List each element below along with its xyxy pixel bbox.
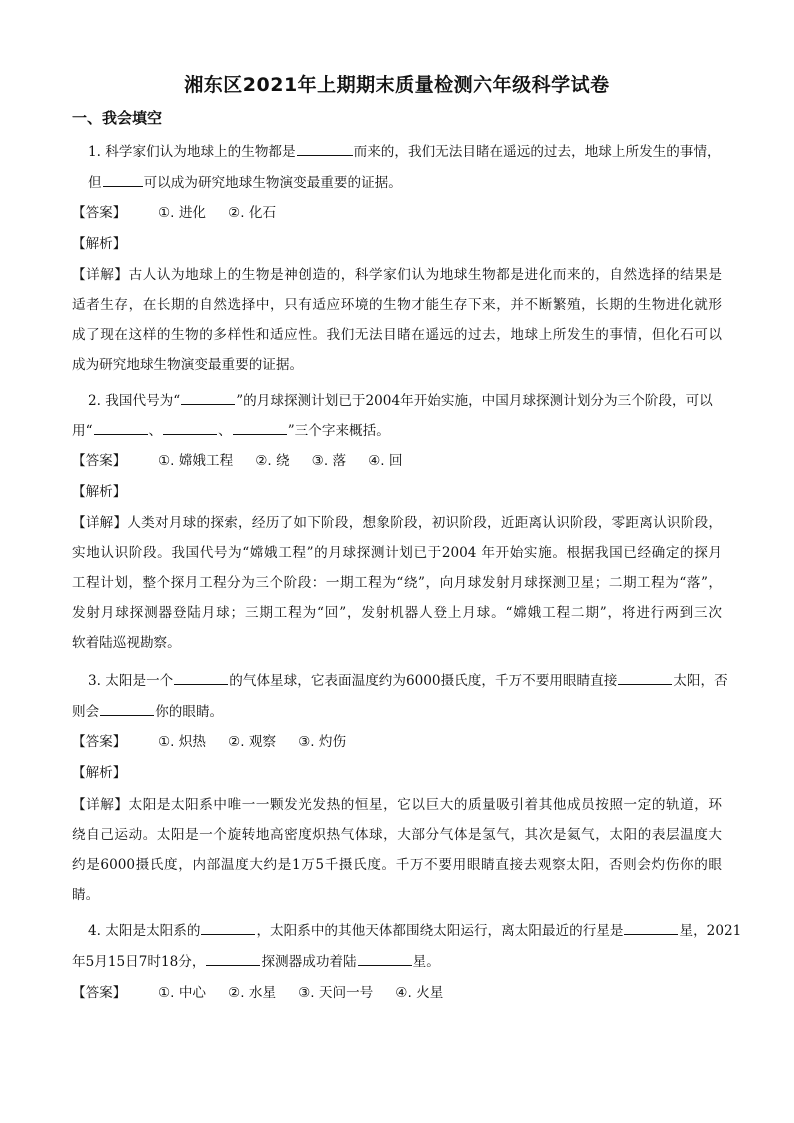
question-2-line-2 — [72, 420, 722, 441]
separator: 、 — [218, 423, 232, 439]
q3-text: 太阳，否 — [673, 673, 728, 689]
answer-item: ③. 天问一号 — [298, 985, 374, 1001]
answer-blank — [163, 420, 217, 435]
answer-item: ①. 进化 — [158, 205, 207, 221]
detail-text: 人类对月球的探索，经历了如下阶段，想象阶段，初识阶段，近距离认识阶段，零距离认识阶段， — [127, 515, 723, 531]
q1-text: 但 — [88, 175, 102, 191]
question-2-line-1 — [88, 390, 738, 411]
answer-blank — [206, 951, 260, 966]
section-heading: 一、我会填空 — [72, 109, 163, 127]
detail-2-line-1 — [72, 513, 722, 533]
question-4-line-1 — [88, 920, 742, 941]
q4-text: 4. 太阳是太阳系的 — [88, 923, 201, 939]
detail-1-line-3: 成了现在这样的生物的多样性和适应性。我们无法目睹在遥远的过去，地球上所发生的事情，但化石可以 — [72, 327, 722, 343]
answer-label: 【答案】 — [72, 453, 127, 469]
detail-1-line-4: 成为研究地球生物演变最重要的证据。 — [72, 357, 304, 373]
q3-text: 3. 太阳是一个 — [88, 673, 174, 689]
analysis-label-3 — [72, 763, 722, 783]
analysis-label: 【解析】 — [72, 484, 127, 500]
answer-item: ②. 化石 — [228, 205, 277, 221]
answer-blank — [100, 701, 154, 716]
q2-text: 2. 我国代号为“ — [88, 393, 181, 409]
answer-item: ①. 中心 — [158, 985, 207, 1001]
separator: 、 — [148, 423, 163, 439]
question-4-line-2 — [72, 951, 722, 972]
answer-item: ④. 回 — [368, 453, 403, 469]
answer-blank — [297, 141, 353, 156]
answer-blank — [624, 920, 678, 935]
question-3-line-2 — [72, 701, 722, 722]
answer-blank — [618, 670, 672, 685]
question-1-line-1 — [88, 141, 738, 162]
answer-blank — [201, 920, 255, 935]
answer-blank — [174, 670, 228, 685]
q2-text: ”三个字来概括。 — [287, 423, 390, 439]
detail-label: 【详解】 — [72, 267, 129, 283]
q1-text: 而来的，我们无法目睹在遥远的过去，地球上所发生的事情， — [353, 144, 721, 160]
page-title: 湘东区2021年上期期末质量检测六年级科学试卷 — [184, 74, 610, 96]
answer-item: ②. 绕 — [255, 453, 290, 469]
q4-text: 星。 — [412, 954, 440, 970]
answer-row-1 — [72, 203, 722, 223]
detail-label: 【详解】 — [72, 797, 129, 813]
detail-3-line-4: 睛。 — [72, 887, 100, 903]
detail-2-line-4: 发射月球探测器登陆月球；三期工程为“回”，发射机器人登上月球。“嫦娥工程二期”，将进行两到三次 — [72, 605, 722, 621]
question-1-line-2 — [88, 172, 738, 193]
answer-item: ①. 炽热 — [158, 734, 207, 750]
answer-blank — [358, 951, 412, 966]
answer-row-2 — [72, 451, 722, 471]
answer-item: ③. 落 — [311, 453, 347, 469]
answer-blank — [103, 172, 143, 187]
q4-text: 星，2021 — [679, 923, 742, 939]
q2-text: ”的月球探测计划已于2004年开始实施，中国月球探测计划分为三个阶段，可以 — [236, 393, 713, 409]
detail-1-line-2: 适者生存，在长期的自然选择中，只有适应环境的生物才能生存下来，并不断繁殖，长期的生物进化就形 — [72, 297, 722, 313]
answer-item: ②. 观察 — [228, 734, 277, 750]
q1-text: 可以成为研究地球生物演变最重要的证据。 — [143, 175, 402, 191]
question-3-line-1 — [88, 670, 738, 691]
analysis-label: 【解析】 — [72, 236, 127, 252]
answer-label: 【答案】 — [72, 205, 127, 221]
detail-label: 【详解】 — [72, 515, 128, 531]
detail-3-line-3: 约是6000摄氏度，内部温度大约是1万5千摄氏度。千万不要用眼睛直接去观察太阳，否则会灼伤你的眼 — [72, 857, 722, 873]
q3-text: 则会 — [72, 704, 100, 720]
q2-text: 用“ — [72, 423, 93, 439]
q1-text: 1. 科学家们认为地球上的生物都是 — [88, 144, 296, 160]
answer-blank — [181, 390, 235, 405]
answer-blank — [233, 420, 287, 435]
q3-text: 的气体星球，它表面温度约为6000摄氏度，千万不要用眼睛直接 — [229, 673, 618, 689]
analysis-label-1 — [72, 234, 722, 254]
answer-label: 【答案】 — [72, 985, 127, 1001]
q3-text: 你的眼睛。 — [155, 704, 224, 720]
q4-text: 探测器成功着陆 — [261, 954, 357, 970]
detail-2-line-3: 工程计划，整个探月工程分为三个阶段：一期工程为“绕”，向月球发射月球探测卫星；二期工程为“落”， — [72, 575, 722, 591]
detail-text: 古人认为地球上的生物是神创造的，科学家们认为地球生物都是进化而来的，自然选择的结果是 — [128, 267, 723, 283]
q4-text: 年5月15日7时18分， — [72, 954, 206, 970]
detail-text: 太阳是太阳系中唯一一颗发光发热的恒星，它以巨大的质量吸引着其他成员按照一定的轨道，环 — [128, 797, 723, 813]
answer-row-3 — [72, 732, 722, 752]
answer-blank — [94, 420, 148, 435]
answer-item: ①. 嫦娥工程 — [158, 453, 234, 469]
answer-item: ④. 火星 — [395, 985, 444, 1001]
detail-3-line-2: 绕自己运动。太阳是一个旋转地高密度炽热气体球，大部分气体是氢气，其次是氦气，太阳的表层温度大 — [72, 827, 722, 843]
answer-item: ③. 灼伤 — [298, 734, 347, 750]
detail-1-line-1 — [72, 265, 722, 285]
detail-2-line-5: 软着陆巡视勘察。 — [72, 635, 181, 651]
analysis-label-2 — [72, 482, 722, 502]
detail-2-line-2: 实地认识阶段。我国代号为“嫦娥工程”的月球探测计划已于2004 年开始实施。根据我国已经确定的探月 — [72, 545, 722, 561]
analysis-label: 【解析】 — [72, 765, 127, 781]
detail-3-line-1 — [72, 795, 722, 815]
q4-text: ，太阳系中的其他天体都围绕太阳运行，离太阳最近的行星是 — [256, 923, 624, 939]
answer-label: 【答案】 — [72, 734, 127, 750]
answer-row-4 — [72, 983, 722, 1003]
answer-item: ②. 水星 — [228, 985, 277, 1001]
